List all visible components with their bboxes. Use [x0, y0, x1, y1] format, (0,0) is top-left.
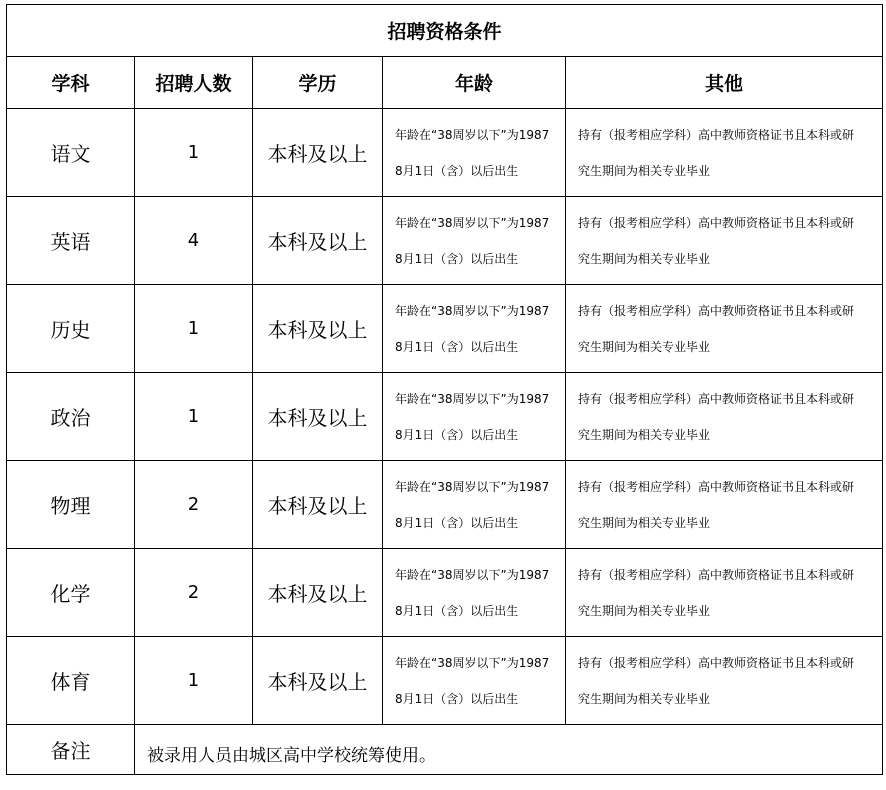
age-line-1: 年龄在“38周岁以下”为1987 — [395, 567, 550, 582]
other-cell — [566, 285, 883, 373]
count-cell: 1 — [135, 637, 253, 725]
education-cell: 本科及以上 — [253, 197, 383, 285]
subject-cell: 体育 — [7, 637, 135, 725]
header-age: 年龄 — [383, 57, 566, 109]
other-line-1: 持有（报考相应学科）高中教师资格证书且本科或研 — [578, 215, 855, 230]
other-line-2: 究生期间为相关专业毕业 — [578, 691, 711, 706]
table-row — [7, 373, 883, 461]
education-cell: 本科及以上 — [253, 285, 383, 373]
age-cell — [383, 197, 566, 285]
age-line-1: 年龄在“38周岁以下”为1987 — [395, 127, 550, 142]
note-label: 备注 — [7, 725, 135, 775]
age-line-2: 8月1日（含）以后出生 — [395, 163, 519, 178]
other-cell — [566, 637, 883, 725]
other-line-2: 究生期间为相关专业毕业 — [578, 163, 711, 178]
table-row — [7, 637, 883, 725]
header-education: 学历 — [253, 57, 383, 109]
other-line-1: 持有（报考相应学科）高中教师资格证书且本科或研 — [578, 655, 855, 670]
age-cell — [383, 285, 566, 373]
subject-cell: 政治 — [7, 373, 135, 461]
title-row — [7, 5, 883, 57]
education-cell: 本科及以上 — [253, 549, 383, 637]
other-cell — [566, 373, 883, 461]
other-line-1: 持有（报考相应学科）高中教师资格证书且本科或研 — [578, 303, 855, 318]
table-title: 招聘资格条件 — [7, 5, 883, 57]
subject-cell: 历史 — [7, 285, 135, 373]
table-row — [7, 285, 883, 373]
age-cell — [383, 109, 566, 197]
age-line-1: 年龄在“38周岁以下”为1987 — [395, 391, 550, 406]
table-row — [7, 549, 883, 637]
other-line-2: 究生期间为相关专业毕业 — [578, 427, 711, 442]
recruitment-qualifications-table — [6, 4, 883, 775]
other-line-1: 持有（报考相应学科）高中教师资格证书且本科或研 — [578, 127, 855, 142]
subject-cell: 化学 — [7, 549, 135, 637]
header-count: 招聘人数 — [135, 57, 253, 109]
age-cell — [383, 373, 566, 461]
other-line-2: 究生期间为相关专业毕业 — [578, 339, 711, 354]
other-line-2: 究生期间为相关专业毕业 — [578, 515, 711, 530]
other-line-2: 究生期间为相关专业毕业 — [578, 251, 711, 266]
count-cell: 4 — [135, 197, 253, 285]
subject-cell: 语文 — [7, 109, 135, 197]
other-line-1: 持有（报考相应学科）高中教师资格证书且本科或研 — [578, 391, 855, 406]
count-cell: 2 — [135, 461, 253, 549]
age-line-1: 年龄在“38周岁以下”为1987 — [395, 303, 550, 318]
age-line-2: 8月1日（含）以后出生 — [395, 339, 519, 354]
count-cell: 1 — [135, 109, 253, 197]
age-line-2: 8月1日（含）以后出生 — [395, 251, 519, 266]
education-cell: 本科及以上 — [253, 461, 383, 549]
header-row — [7, 57, 883, 109]
table-row — [7, 109, 883, 197]
education-cell: 本科及以上 — [253, 637, 383, 725]
other-line-1: 持有（报考相应学科）高中教师资格证书且本科或研 — [578, 479, 855, 494]
age-line-2: 8月1日（含）以后出生 — [395, 603, 519, 618]
header-other: 其他 — [566, 57, 883, 109]
subject-cell: 英语 — [7, 197, 135, 285]
note-row — [7, 725, 883, 775]
table-row — [7, 461, 883, 549]
age-line-1: 年龄在“38周岁以下”为1987 — [395, 215, 550, 230]
other-line-2: 究生期间为相关专业毕业 — [578, 603, 711, 618]
age-line-2: 8月1日（含）以后出生 — [395, 515, 519, 530]
education-cell: 本科及以上 — [253, 109, 383, 197]
age-cell — [383, 549, 566, 637]
table-row — [7, 197, 883, 285]
age-line-2: 8月1日（含）以后出生 — [395, 691, 519, 706]
other-cell — [566, 109, 883, 197]
other-cell — [566, 197, 883, 285]
other-cell — [566, 461, 883, 549]
note-text: 被录用人员由城区高中学校统筹使用。 — [135, 725, 883, 775]
other-line-1: 持有（报考相应学科）高中教师资格证书且本科或研 — [578, 567, 855, 582]
count-cell: 1 — [135, 285, 253, 373]
education-cell: 本科及以上 — [253, 373, 383, 461]
count-cell: 1 — [135, 373, 253, 461]
age-cell — [383, 637, 566, 725]
age-line-1: 年龄在“38周岁以下”为1987 — [395, 655, 550, 670]
count-cell: 2 — [135, 549, 253, 637]
age-cell — [383, 461, 566, 549]
age-line-1: 年龄在“38周岁以下”为1987 — [395, 479, 550, 494]
age-line-2: 8月1日（含）以后出生 — [395, 427, 519, 442]
other-cell — [566, 549, 883, 637]
header-subject: 学科 — [7, 57, 135, 109]
subject-cell: 物理 — [7, 461, 135, 549]
